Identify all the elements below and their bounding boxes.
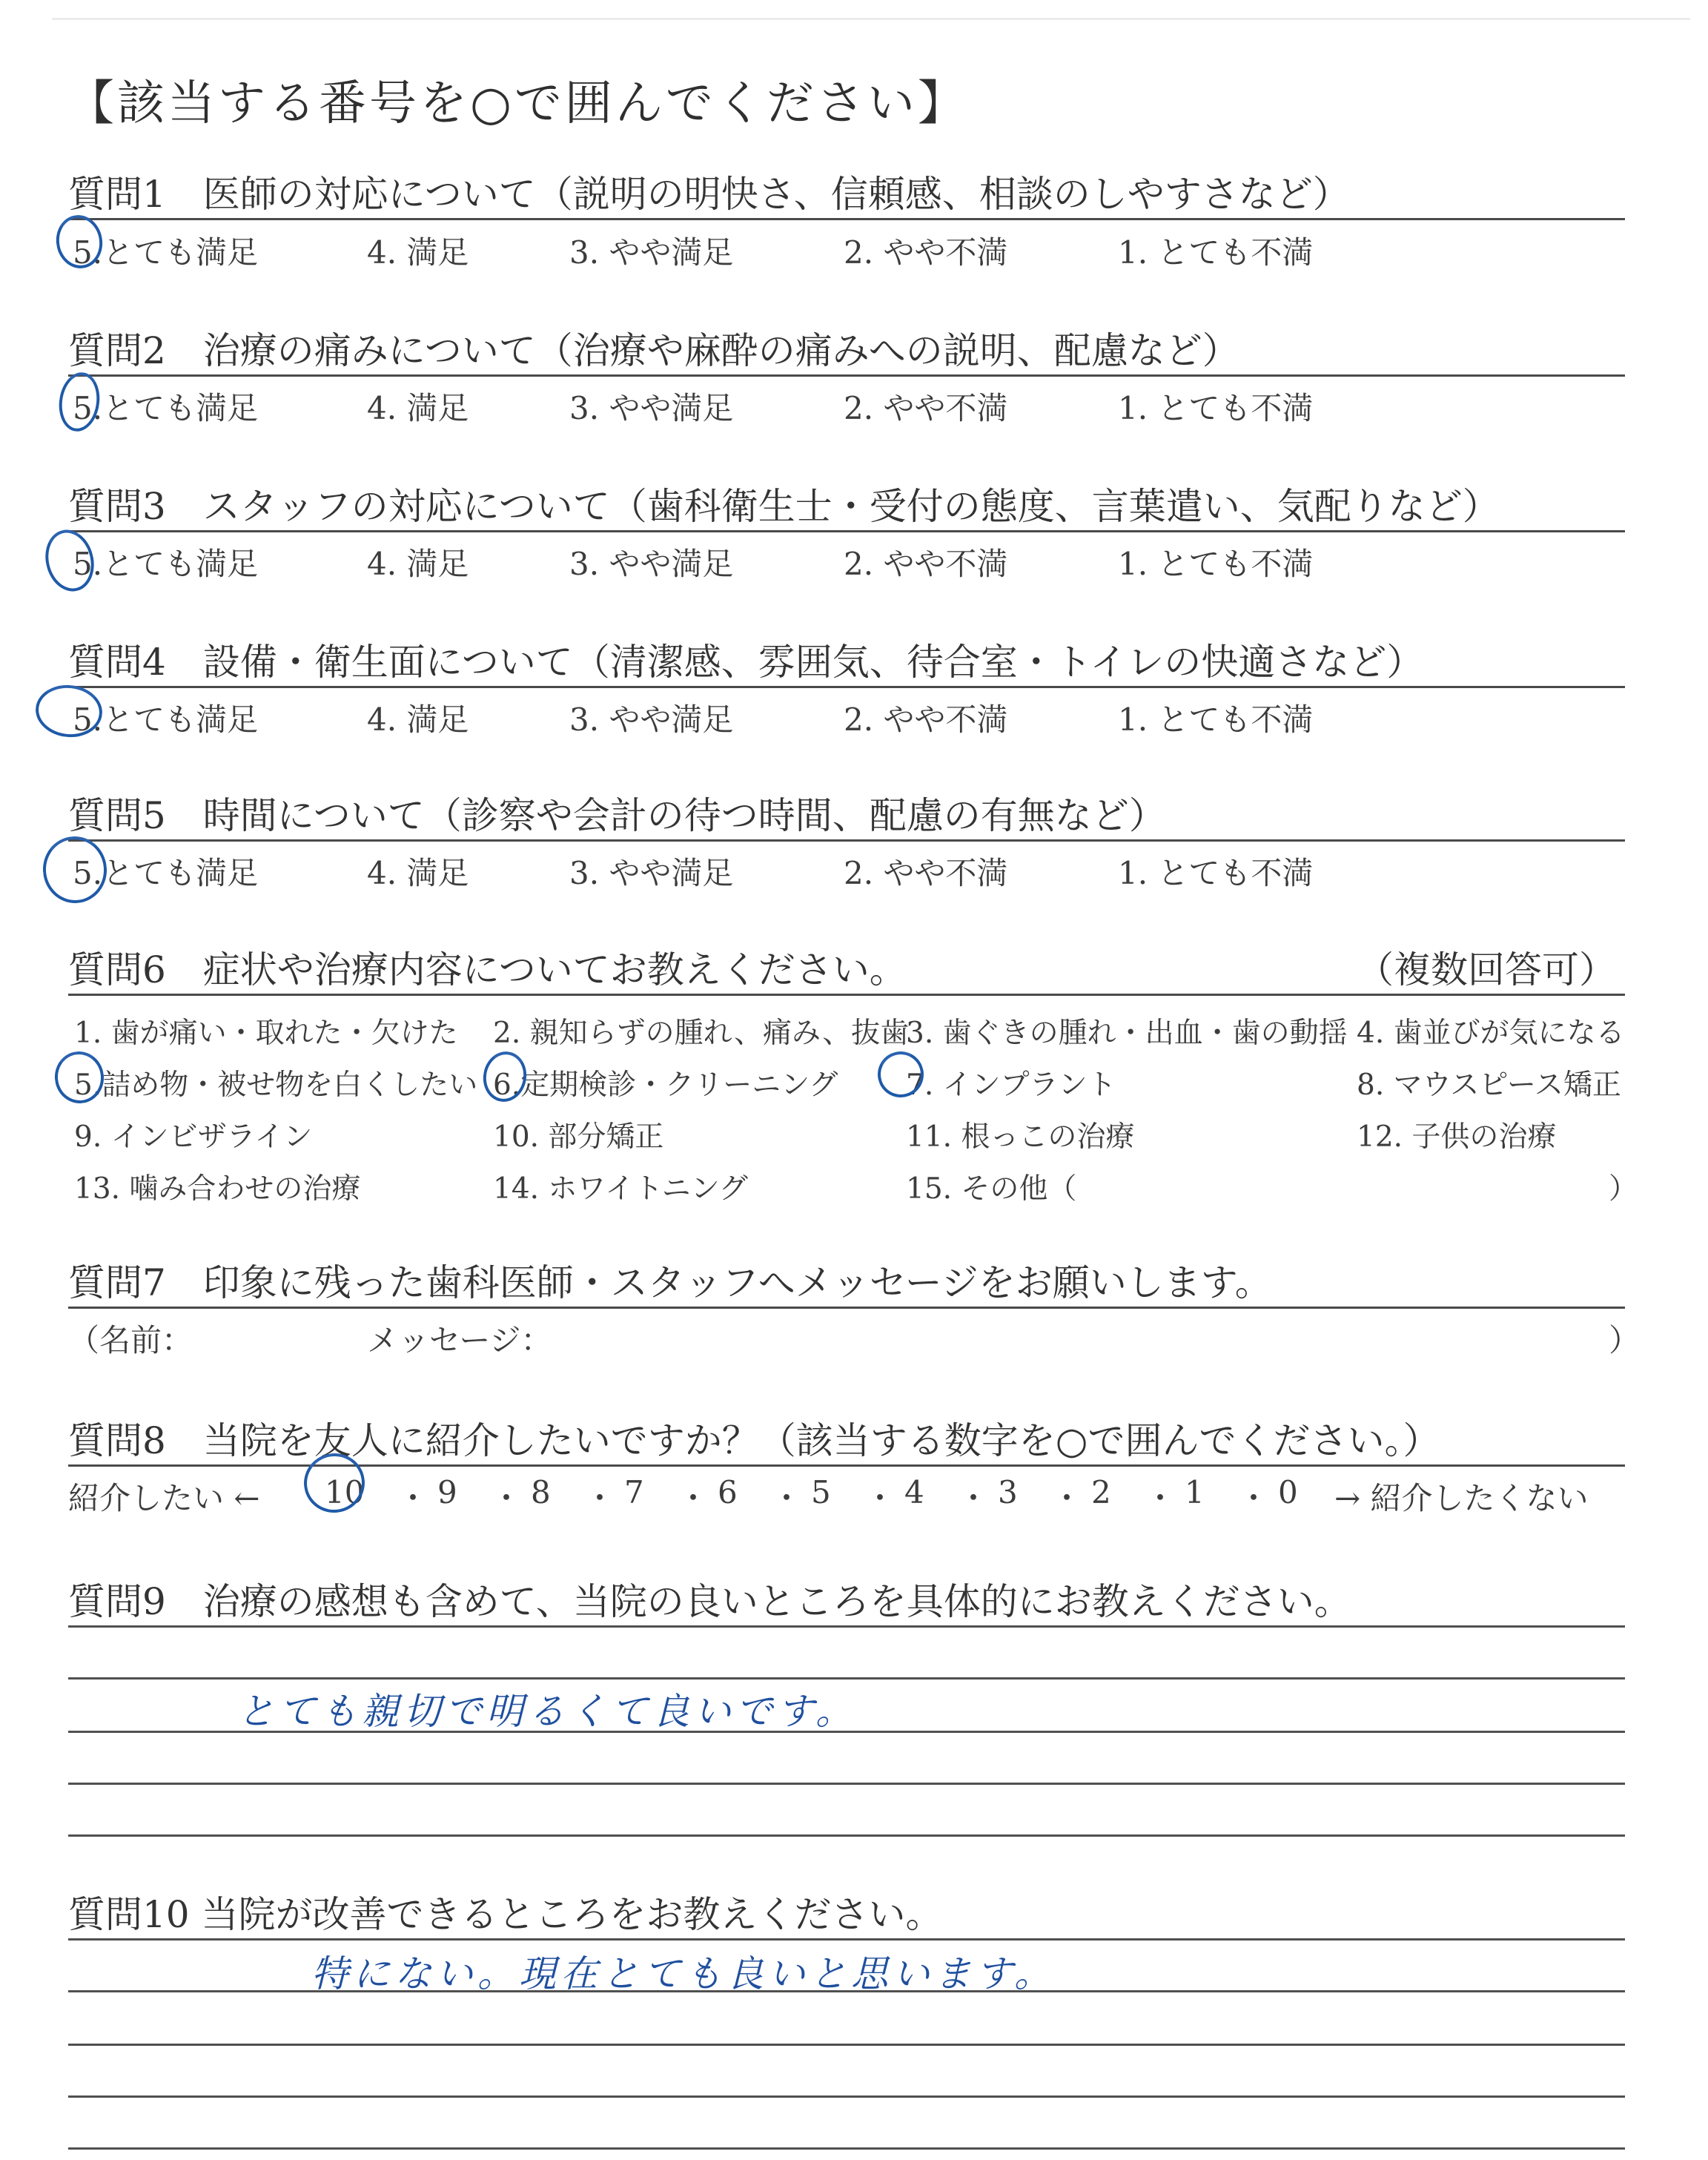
q4-option-3[interactable]: 3. やや満足 — [569, 701, 734, 738]
q1-option-3[interactable]: 3. やや満足 — [569, 234, 734, 271]
scan-top-edge — [52, 18, 1690, 20]
question-6-heading: 質問6 症状や治療内容についてお教えください。 — [68, 948, 907, 991]
q4-option-2[interactable]: 2. やや不満 — [844, 701, 1008, 738]
q8-dot: ・ — [864, 1480, 896, 1516]
q6-option-9[interactable]: 9. インビザライン — [74, 1120, 313, 1154]
q6-option-10[interactable]: 10. 部分矯正 — [493, 1120, 664, 1154]
q4-option-5[interactable]: 5.とても満足 — [73, 701, 259, 738]
q7-close-paren: ） — [1609, 1322, 1641, 1358]
q8-dot: ・ — [584, 1480, 616, 1516]
q10-answer-line — [68, 2147, 1625, 2150]
q10-answer-line — [68, 2044, 1625, 2046]
q1-option-5[interactable]: 5.とても満足 — [73, 234, 259, 271]
q8-score-9[interactable]: 9 — [437, 1474, 457, 1510]
q3-option-5[interactable]: 5.とても満足 — [73, 546, 259, 582]
q8-dot: ・ — [771, 1480, 803, 1516]
q8-dot: ・ — [678, 1480, 709, 1516]
q2-option-2[interactable]: 2. やや不満 — [844, 390, 1008, 426]
q1-option-4[interactable]: 4. 満足 — [367, 234, 469, 271]
question-6-note: （複数回答可） — [1357, 948, 1616, 991]
q3-option-1[interactable]: 1. とても不満 — [1118, 546, 1314, 582]
q8-score-4[interactable]: 4 — [904, 1474, 924, 1510]
q8-dot: ・ — [397, 1480, 429, 1516]
question-10-heading: 質問10 当院が改善できるところをお教えください。 — [68, 1893, 943, 1936]
q9-answer-line — [68, 1783, 1625, 1785]
q8-dot: ・ — [1238, 1480, 1270, 1516]
page-title: 【該当する番号を○で囲んでください】 — [67, 76, 968, 131]
q8-score-5[interactable]: 5 — [811, 1474, 831, 1510]
q3-option-2[interactable]: 2. やや不満 — [844, 546, 1008, 582]
q8-left-label: 紹介したい ← — [68, 1480, 260, 1516]
q8-dot: ・ — [491, 1480, 523, 1516]
question-2-rule — [68, 374, 1625, 377]
q7-name-label: （名前： — [68, 1322, 193, 1358]
q9-handwritten-answer: とても親切で明るくて良いです。 — [237, 1690, 857, 1733]
q3-option-4[interactable]: 4. 満足 — [367, 546, 469, 582]
q5-option-5[interactable]: 5.とても満足 — [73, 855, 259, 891]
question-5-rule — [68, 839, 1625, 842]
question-2-heading: 質問2 治療の痛みについて（治療や麻酔の痛みへの説明、配慮など） — [68, 329, 1239, 372]
question-8-rule — [68, 1464, 1625, 1467]
q10-handwritten-answer: 特にない。現在とても良いと思います。 — [311, 1952, 1056, 1995]
question-1-rule — [68, 218, 1625, 220]
q8-dot: ・ — [958, 1480, 990, 1516]
q6-option-13[interactable]: 13. 噛み合わせの治療 — [74, 1172, 361, 1206]
q9-answer-line — [68, 1834, 1625, 1837]
q8-score-2[interactable]: 2 — [1091, 1474, 1111, 1510]
question-7-rule — [68, 1307, 1625, 1309]
q6-option-8[interactable]: 8. マウスピース矯正 — [1357, 1069, 1621, 1102]
q8-score-7[interactable]: 7 — [624, 1474, 644, 1510]
q5-option-3[interactable]: 3. やや満足 — [569, 855, 734, 891]
q5-selection-circle — [40, 833, 110, 906]
q6-option-14[interactable]: 14. ホワイトニング — [493, 1172, 748, 1206]
q4-option-1[interactable]: 1. とても不満 — [1118, 701, 1314, 738]
question-7-heading: 質問7 印象に残った歯科医師・スタッフへメッセージをお願いします。 — [68, 1261, 1272, 1304]
q8-dot: ・ — [1145, 1480, 1176, 1516]
q6-option-12[interactable]: 12. 子供の治療 — [1357, 1120, 1557, 1154]
question-4-heading: 質問4 設備・衛生面について（清潔感、雰囲気、待合室・トイレの快適さなど） — [68, 641, 1424, 684]
q6-option-3[interactable]: 3. 歯ぐきの腫れ・出血・歯の動揺 — [906, 1017, 1348, 1050]
q5-option-2[interactable]: 2. やや不満 — [844, 855, 1008, 891]
q3-selection-circle — [39, 525, 100, 597]
q1-option-2[interactable]: 2. やや不満 — [844, 234, 1008, 271]
q10-answer-line — [68, 1938, 1625, 1941]
q5-option-1[interactable]: 1. とても不満 — [1118, 855, 1314, 891]
q6-option-6[interactable]: 6.定期検診・クリーニング — [493, 1069, 838, 1102]
question-9-heading: 質問9 治療の感想も含めて、当院の良いところを具体的にお教えください。 — [68, 1580, 1351, 1623]
q2-option-5[interactable]: 5.とても満足 — [73, 390, 259, 426]
q6-option-1[interactable]: 1. 歯が痛い・取れた・欠けた — [74, 1017, 458, 1050]
q8-score-0[interactable]: 0 — [1278, 1474, 1298, 1510]
q5-option-4[interactable]: 4. 満足 — [367, 855, 469, 891]
q8-score-8[interactable]: 8 — [531, 1474, 551, 1510]
q6-option-4[interactable]: 4. 歯並びが気になる — [1357, 1017, 1625, 1050]
question-8-heading: 質問8 当院を友人に紹介したいですか？（該当する数字を○で囲んでください。） — [68, 1419, 1440, 1462]
question-3-rule — [68, 530, 1625, 532]
q6-option-7[interactable]: 7. インプラント — [906, 1069, 1116, 1102]
question-6-rule — [68, 994, 1625, 996]
q9-answer-line — [68, 1625, 1625, 1628]
q2-option-1[interactable]: 1. とても不満 — [1118, 390, 1314, 426]
q4-option-4[interactable]: 4. 満足 — [367, 701, 469, 738]
q6-other-close-paren: ） — [1609, 1172, 1638, 1206]
q2-option-4[interactable]: 4. 満足 — [367, 390, 469, 426]
question-3-heading: 質問3 スタッフの対応について（歯科衛生士・受付の態度、言葉遣い、気配りなど） — [68, 485, 1500, 528]
q6-option-2[interactable]: 2. 親知らずの腫れ、痛み、抜歯 — [493, 1017, 910, 1050]
question-4-rule — [68, 686, 1625, 688]
question-5-heading: 質問5 時間について（診察や会計の待つ時間、配慮の有無など） — [68, 794, 1166, 837]
q6-option-11[interactable]: 11. 根っこの治療 — [906, 1120, 1135, 1154]
q8-score-1[interactable]: 1 — [1185, 1474, 1205, 1510]
q8-dot: ・ — [1051, 1480, 1083, 1516]
q10-answer-line — [68, 2095, 1625, 2098]
q3-option-3[interactable]: 3. やや満足 — [569, 546, 734, 582]
question-1-heading: 質問1 医師の対応について（説明の明快さ、信頼感、相談のしやすさなど） — [68, 173, 1350, 216]
q8-right-label: → 紹介したくない — [1334, 1480, 1589, 1516]
q1-option-1[interactable]: 1. とても不満 — [1118, 234, 1314, 271]
q8-score-3[interactable]: 3 — [998, 1474, 1018, 1510]
q2-option-3[interactable]: 3. やや満足 — [569, 390, 734, 426]
q7-message-label: メッセージ： — [367, 1322, 552, 1358]
q6-option-15[interactable]: 15. その他（ — [906, 1172, 1077, 1206]
q8-score-10[interactable]: 10 — [325, 1474, 365, 1510]
q9-answer-line — [68, 1677, 1625, 1680]
q6-option-5[interactable]: 5.詰め物・被せ物を白くしたい — [74, 1069, 478, 1102]
q8-score-6[interactable]: 6 — [718, 1474, 738, 1510]
